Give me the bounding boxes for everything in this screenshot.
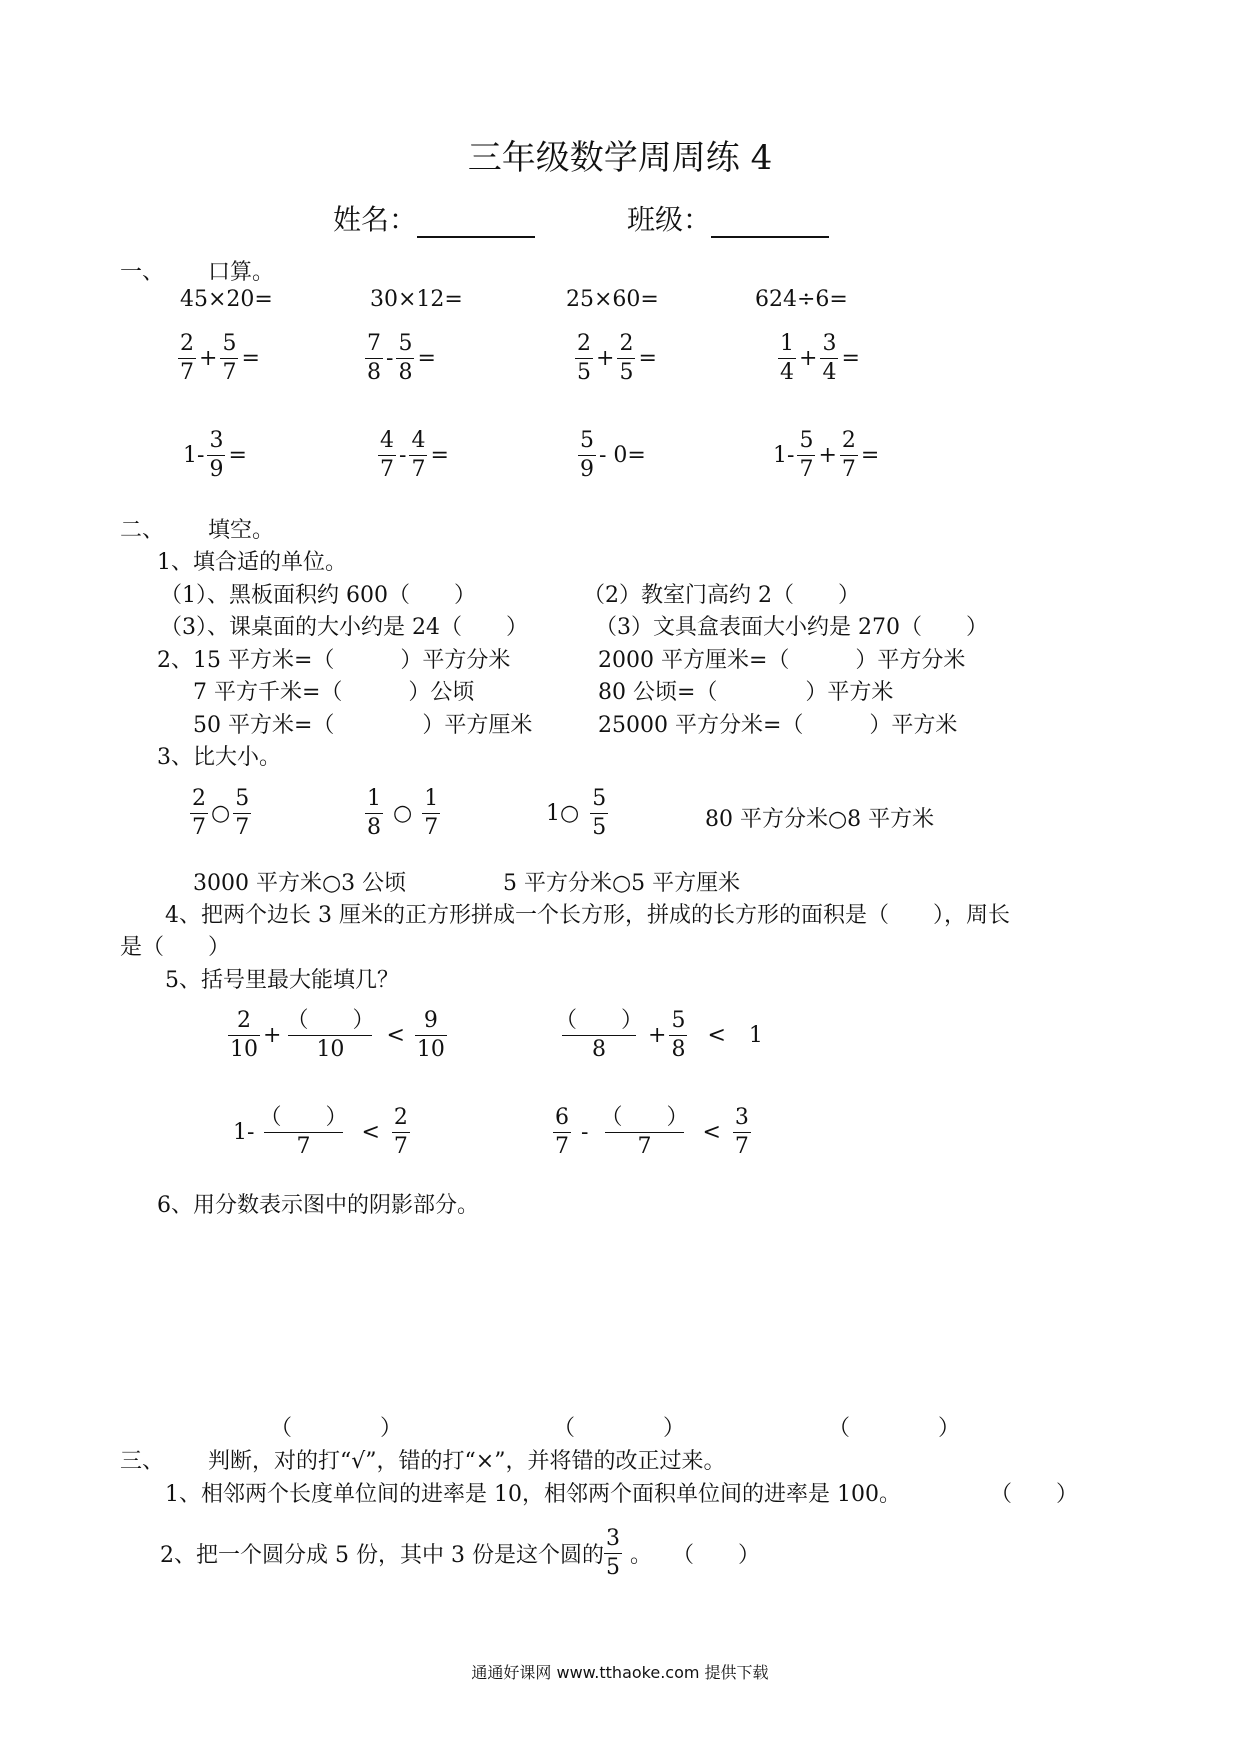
q4-line2: 是（ ） xyxy=(120,935,231,960)
fraction: $\frac{5}{5}$ xyxy=(592,786,607,840)
compare-4: 80 平方分米○8 平方米 xyxy=(705,807,935,832)
page-title: 三年级数学周周练 4 xyxy=(467,138,773,178)
oral-calc-2: 30×12= xyxy=(370,287,463,312)
fraction: $\frac{7}{8}$ xyxy=(367,331,381,385)
fraction: $\frac{3}{7}$ xyxy=(734,1105,749,1159)
fraction: $\frac{5}{7}$ xyxy=(222,331,237,385)
q2-item-b: 2000 平方厘米=（ ）平方分米 xyxy=(598,648,966,673)
fraction: $\frac{3}{5}$ xyxy=(605,1526,620,1580)
q5-expr-2: $\frac{( )}{8}$ + $\frac{5}{8}$ < 1 xyxy=(555,1008,763,1062)
oral-calc-4: 624÷6= xyxy=(755,287,848,312)
q2-item-f: 25000 平方分米=（ ）平方米 xyxy=(598,713,958,738)
compare-5: 3000 平方米○3 公顷 xyxy=(193,871,407,896)
fraction: $\frac{3}{9}$ xyxy=(209,428,224,482)
section3-heading: 判断，对的打“√”，错的打“×”，并将错的改正过来。 xyxy=(208,1449,726,1474)
frac-calc-3: $\frac{2}{5}$ + $\frac{2}{5}$ = xyxy=(577,331,657,385)
q5-expr-1: $\frac{2}{10}$ + $\frac{( )}{10}$ < $\frac{9}{10}$ xyxy=(230,1008,445,1062)
frac-calc-4: $\frac{1}{4}$ + $\frac{3}{4}$ = xyxy=(780,331,860,385)
fraction: $\frac{5}{8}$ xyxy=(398,331,413,385)
fraction: $\frac{2}{7}$ xyxy=(841,428,856,482)
fraction: $\frac{2}{10}$ xyxy=(230,1008,258,1062)
fraction: $\frac{4}{7}$ xyxy=(380,428,394,482)
fraction: $\frac{5}{7}$ xyxy=(799,428,814,482)
frac-calc-5: 1- $\frac{3}{9}$ = xyxy=(183,428,247,482)
fraction: $\frac{( )}{7}$ xyxy=(259,1105,348,1159)
frac-calc-6: $\frac{4}{7}$ - $\frac{4}{7}$ = xyxy=(380,428,449,482)
q2-item-c: 7 平方千米=（ ）公顷 xyxy=(193,680,475,705)
q2-item-d: 80 公顷=（ ）平方米 xyxy=(598,680,894,705)
compare-circle: ○ xyxy=(211,801,231,826)
fraction: $\frac{9}{10}$ xyxy=(416,1008,445,1062)
fraction: $\frac{1}{4}$ xyxy=(780,331,794,385)
fraction: $\frac{( )}{8}$ xyxy=(555,1008,644,1062)
section1-number: 一、 xyxy=(120,260,165,285)
class-field xyxy=(627,198,829,238)
oral-calc-1: 45×20= xyxy=(180,287,273,312)
name-field xyxy=(333,198,535,238)
compare-circle: ○ xyxy=(393,801,413,826)
fraction: $\frac{5}{8}$ xyxy=(671,1008,686,1062)
fraction: $\frac{5}{9}$ xyxy=(580,428,594,482)
q2-item-e: 50 平方米=（ ）平方厘米 xyxy=(193,713,533,738)
judge-q2: 2、把一个圆分成 5 份，其中 3 份是这个圆的 $\frac{3}{5}$ 。 （ ） xyxy=(160,1526,760,1580)
q5-expr-3: 1- $\frac{( )}{7}$ < $\frac{2}{7}$ xyxy=(233,1105,408,1159)
section2-heading: 填空。 xyxy=(208,518,275,543)
judge-q1: 1、相邻两个长度单位间的进率是 10，相邻两个面积单位间的进率是 100。 xyxy=(165,1482,901,1507)
section2-number: 二、 xyxy=(120,518,165,543)
frac-calc-2: $\frac{7}{8}$ - $\frac{5}{8}$ = xyxy=(367,331,436,385)
q1-title: 1、填合适的单位。 xyxy=(157,550,347,575)
name-label: 姓名： xyxy=(333,203,418,236)
judge-q2-answer[interactable]: （ ） xyxy=(671,1543,760,1568)
name-blank[interactable] xyxy=(417,208,535,238)
compare-6: 5 平方分米○5 平方厘米 xyxy=(503,871,741,896)
class-label: 班级： xyxy=(627,203,712,236)
compare-3: 1○ $\frac{5}{5}$ xyxy=(546,786,607,840)
fraction: $\frac{2}{7}$ xyxy=(393,1105,408,1159)
q3-title: 3、比大小。 xyxy=(157,745,281,770)
section1-heading: 口算。 xyxy=(208,260,275,285)
section3-number: 三、 xyxy=(120,1449,165,1474)
fraction: $\frac{2}{5}$ xyxy=(619,331,634,385)
class-blank[interactable] xyxy=(711,208,829,238)
footer-text: 通通好课网 www.tthaoke.com 提供下载 xyxy=(471,1663,769,1682)
fraction: $\frac{4}{7}$ xyxy=(411,428,426,482)
q6-answer-3[interactable]: （ ） xyxy=(828,1416,961,1441)
q5-expr-4: $\frac{6}{7}$ - $\frac{( )}{7}$ < $\frac{3}{7}$ xyxy=(555,1105,749,1159)
q5-title: 5、括号里最大能填几？ xyxy=(165,968,399,993)
fraction: $\frac{1}{8}$ xyxy=(367,786,381,840)
oral-calc-3: 25×60= xyxy=(566,287,659,312)
q1-item-a: （1）、黑板面积约 600（ ） xyxy=(160,583,476,608)
q1-item-b: （2）教室门高约 2（ ） xyxy=(583,583,860,608)
q4-line1: 4、把两个边长 3 厘米的正方形拼成一个长方形，拼成的长方形的面积是（ ），周长 xyxy=(165,903,1010,928)
judge-q1-answer[interactable]: （ ） xyxy=(990,1482,1079,1507)
fraction: $\frac{2}{5}$ xyxy=(577,331,591,385)
q1-item-c: （3）、课桌面的大小约是 24（ ） xyxy=(160,615,528,640)
compare-2 xyxy=(365,788,440,839)
frac-calc-1: $\frac{2}{7}$ + $\frac{5}{7}$ = xyxy=(180,331,260,385)
fraction: $\frac{6}{7}$ xyxy=(555,1105,569,1159)
fraction: $\frac{3}{4}$ xyxy=(822,331,837,385)
compare-1 xyxy=(190,788,251,839)
q6-answer-2[interactable]: （ ） xyxy=(553,1416,686,1441)
frac-calc-7: $\frac{5}{9}$ - 0= xyxy=(580,428,646,482)
q1-item-d: （3）文具盒表面大小约是 270（ ） xyxy=(595,615,988,640)
fraction: $\frac{2}{7}$ xyxy=(192,786,206,840)
q2-item-a: 2、15 平方米=（ ）平方分米 xyxy=(157,648,511,673)
fraction: $\frac{( )}{10}$ xyxy=(286,1008,375,1062)
frac-calc-8: 1- $\frac{5}{7}$ + $\frac{2}{7}$ = xyxy=(773,428,880,482)
q6-title: 6、用分数表示图中的阴影部分。 xyxy=(157,1193,479,1218)
q6-answer-1[interactable]: （ ） xyxy=(270,1416,403,1441)
fraction: $\frac{( )}{7}$ xyxy=(600,1105,689,1159)
fraction: $\frac{2}{7}$ xyxy=(180,331,194,385)
fraction: $\frac{5}{7}$ xyxy=(235,786,250,840)
fraction: $\frac{1}{7}$ xyxy=(424,786,439,840)
